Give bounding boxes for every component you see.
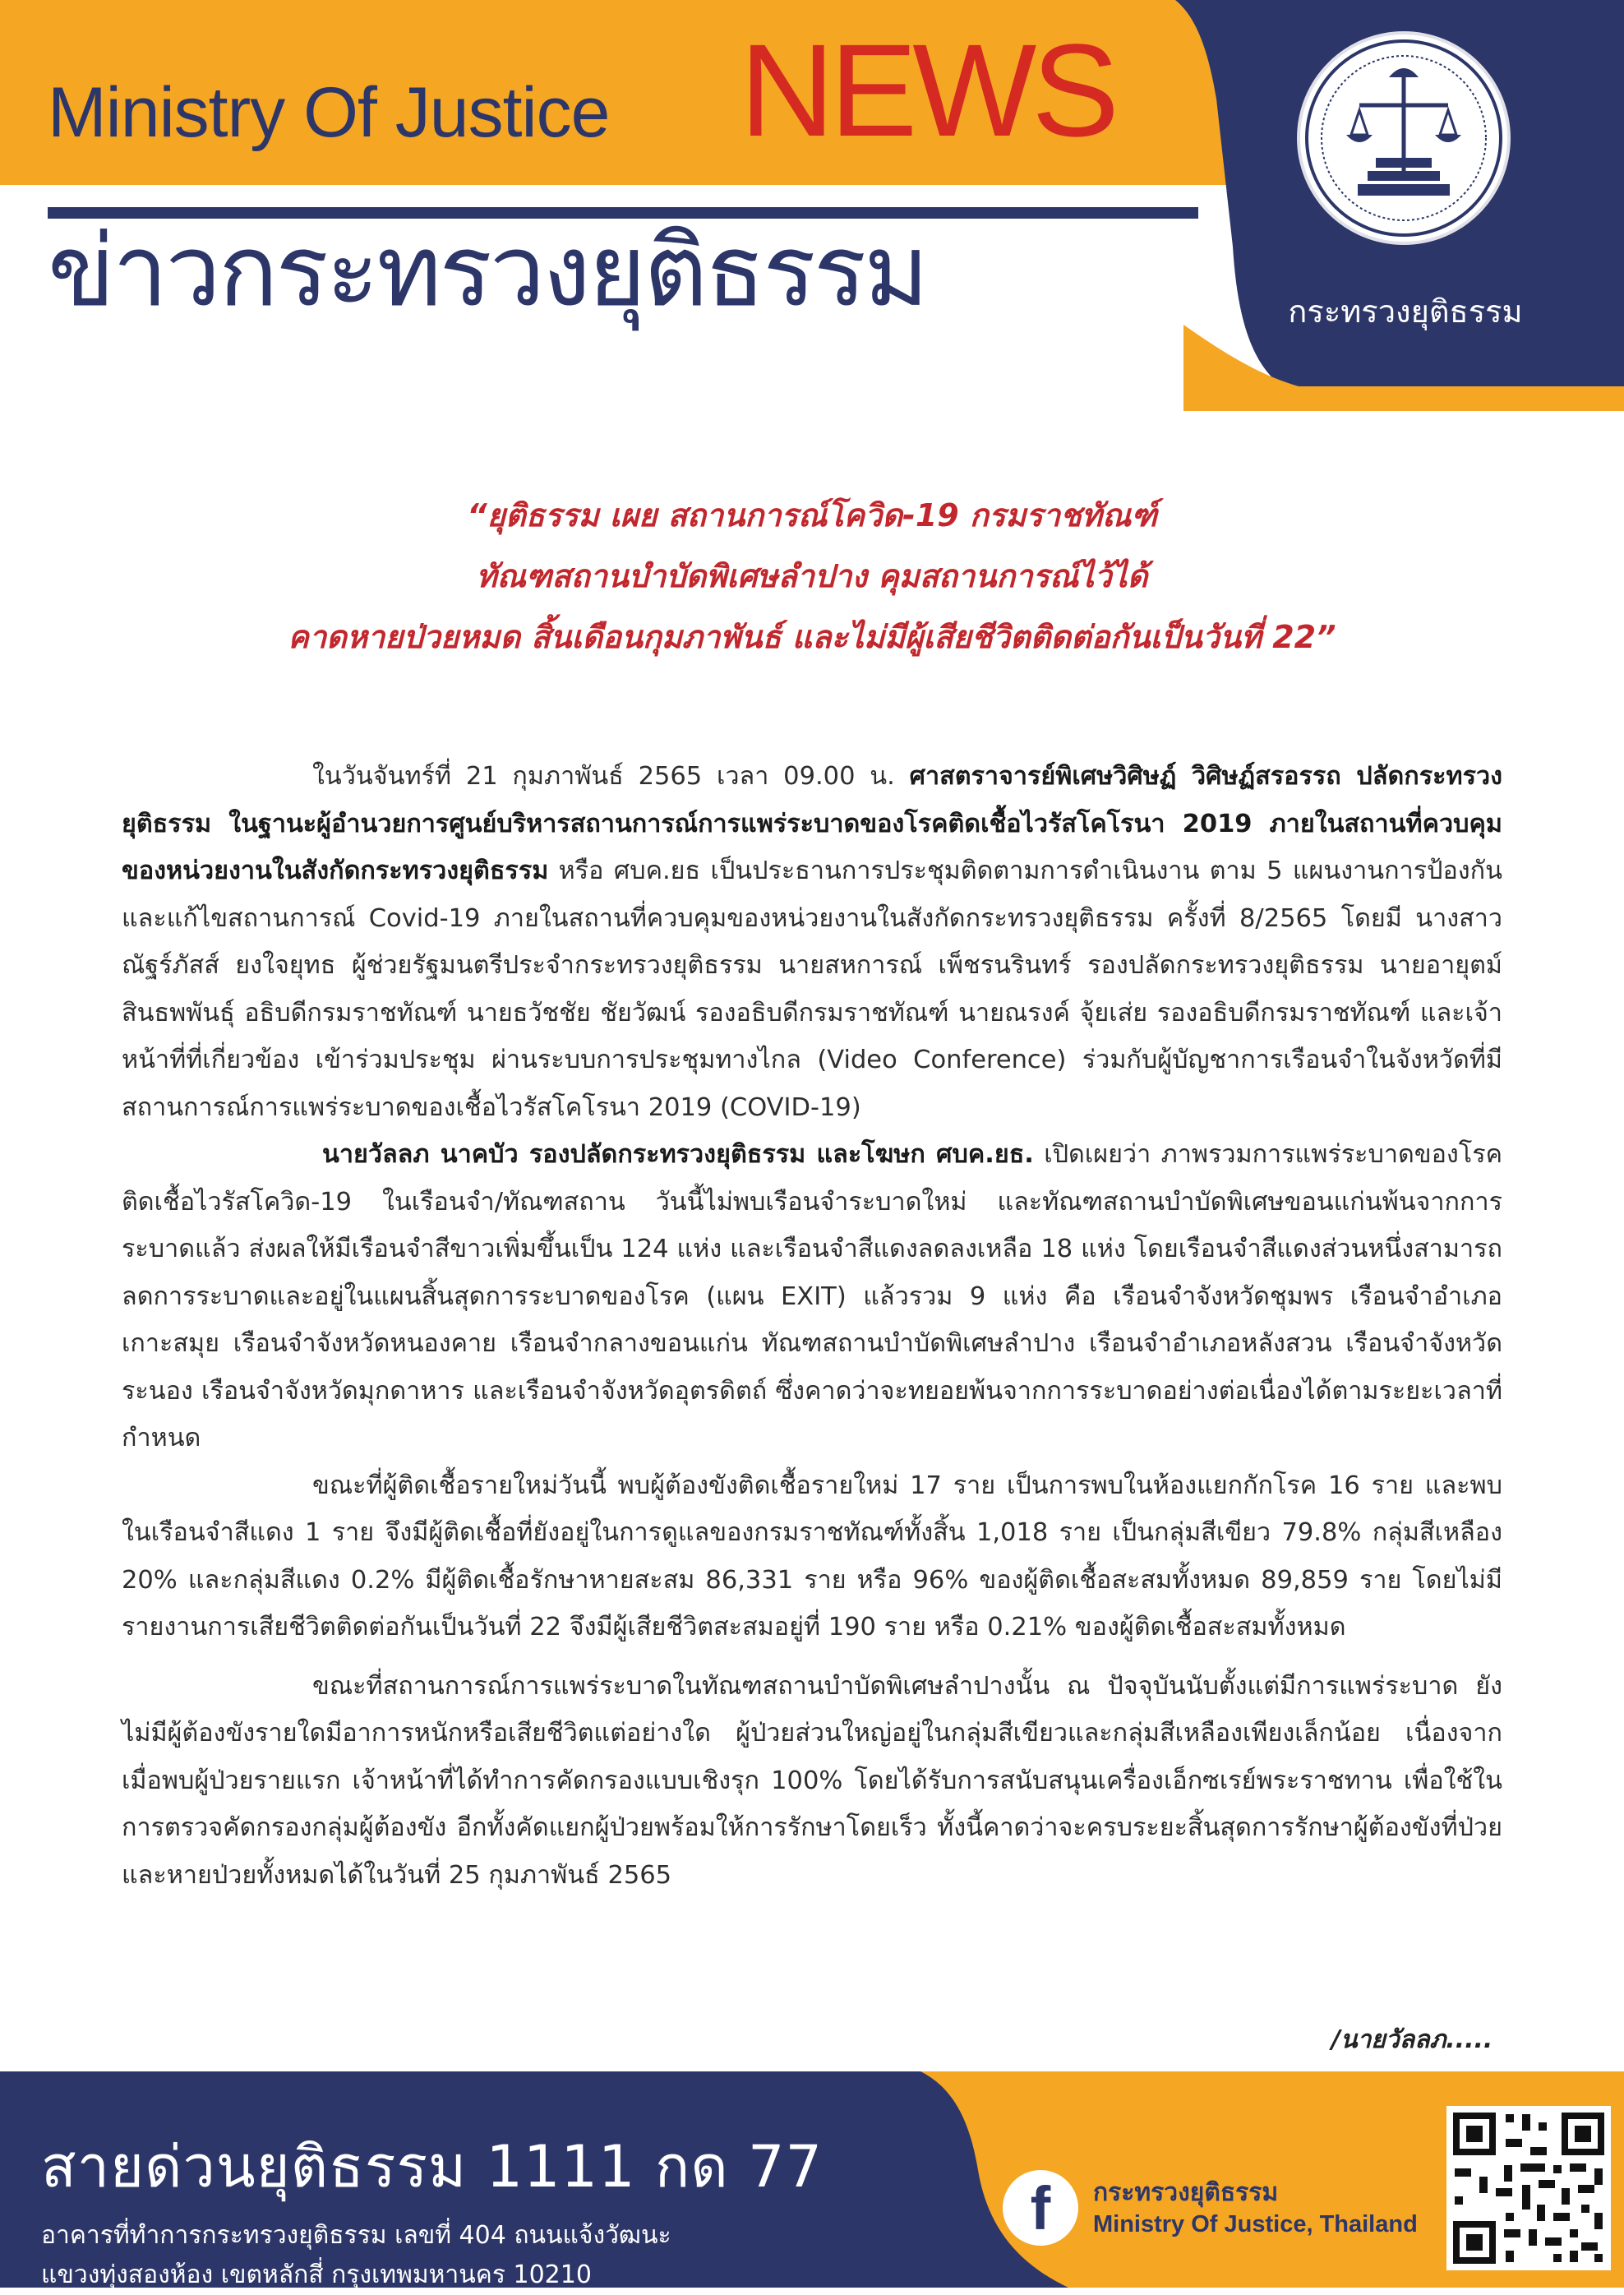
header-title-thai: ข่าวกระทรวงยุติธรรม — [48, 215, 927, 329]
hotline-text: สายด่วนยุติธรรม 1111 กด 77 — [41, 2133, 824, 2200]
news-footer — [0, 2071, 1624, 2288]
headline — [164, 485, 1460, 667]
paragraph-2-rest: เปิดเผยว่า ภาพรวมการแพร่ระบาดของโรคติดเชื้อไวรัสโควิด-19 ในเรือนจำ/ทัณฑสถาน วันนี้ไม่พบเรือนจำระบาดใหม่ และทัณฑสถานบำบัดพิเศษขอนแก่นพ้นจากการระบาดแล้ว ส่งผลให้มีเรือนจำสีขาวเพิ่มขึ้นเป็น 124 แห่ง และเรือนจำสีแดงลดลงเหลือ 18 แห่ง โดยเรือนจำสีแดงส่วนหนึ่งสามารถลดการระบาดและอยู่ในแผนสิ้นสุดการระบาดของโรค (แผน EXIT) แล้วรวม 9 แห่ง คือ เรือนจำจังหวัดชุมพร เรือนจำอำเภอเกาะสมุย เรือนจำจังหวัดหนองคาย เรือนจำกลางขอนแก่น ทัณฑสถานบำบัดพิเศษลำปาง เรือนจำอำเภอหลังสวน เรือนจำจังหวัดระนอง เรือนจำจังหวัดมุกดาหาร และเรือนจำจังหวัดอุตรดิตถ์ ซึ่งคาดว่าจะทยอยพ้นจากการระบาดอย่างต่อเนื่องได้ตามระยะเวลาที่กำหนด — [122, 1140, 1502, 1452]
qr-code-graphic — [1446, 2106, 1611, 2270]
paragraph-2 — [122, 1131, 1502, 1462]
headline-line-2: ทัณฑสถานบำบัดพิเศษลำปาง คุมสถานการณ์ไว้ได้ — [476, 558, 1148, 594]
address-line-2: แขวงทุ่งสองห้อง เขตหลักสี่ กรุงเทพมหานคร 10210 — [41, 2260, 592, 2289]
scales-of-justice-icon — [1300, 35, 1507, 242]
facebook-glyph: f — [1030, 2174, 1051, 2242]
paragraph-1-rest: หรือ ศบค.ยธ เป็นประธานการประชุมติดตามการดำเนินงาน ตาม 5 แผนงานการป้องกันและแก้ไขสถานการณ์ Covid-19 ภายในสถานที่ควบคุมของหน่วยงานในสังกัดกระทรวงยุติธรรม ครั้งที่ 8/2565 โดยมี นางสาวณัฐร์ภัสส์ ยงใจยุทธ ผู้ช่วยรัฐมนตรีประจำกระทรวงยุติธรรม นายสหการณ์ เพ็ชรนรินทร์ รองปลัดกระทรวงยุติธรรม นายอายุตม์ สินธพพันธุ์ อธิบดีกรมราชทัณฑ์ นายธวัชชัย ชัยวัฒน์ รองอธิบดีกรมราชทัณฑ์ นายณรงค์ จุ้ยเส่ย รองอธิบดีกรมราชทัณฑ์ และเจ้าหน้าที่ที่เกี่ยวข้อง เข้าร่วมประชุม ผ่านระบบการประชุมทางไกล (Video Conference) ร่วมกับผู้บัญชาการเรือนจำในจังหวัดที่มีสถานการณ์การแพร่ระบาดของเชื้อไวรัสโคโรนา 2019 (COVID-19) — [122, 857, 1502, 1122]
address-line-1: อาคารที่ทำการกระทรวงยุติธรรม เลขที่ 404 ถนนแจ้งวัฒนะ — [41, 2221, 671, 2250]
header-title-en: Ministry Of Justice — [48, 73, 610, 152]
seal-label: กระทรวงยุติธรรม — [1288, 293, 1523, 330]
continued-marker: /นายวัลลภ..... — [1331, 2025, 1493, 2054]
article-body — [122, 753, 1502, 1899]
paragraph-1 — [122, 753, 1502, 1131]
headline-line-1: “ยุติธรรม เผย สถานการณ์โควิด-19 กรมราชทัณฑ์ — [467, 497, 1157, 533]
paragraph-4: ขณะที่สถานการณ์การแพร่ระบาดในทัณฑสถานบำบัดพิเศษลำปางนั้น ณ ปัจจุบันนับตั้งแต่มีการแพร่ระบาด ยังไม่มีผู้ต้องขังรายใดมีอาการหนักหรือเสียชีวิตแต่อย่างใด ผู้ป่วยส่วนใหญ่อยู่ในกลุ่มสีเขียวและกลุ่มสีเหลืองเพียงเล็กน้อย เนื่องจากเมื่อพบผู้ป่วยรายแรก เจ้าหน้าที่ได้ทำการคัดกรองแบบเชิงรุก 100% โดยได้รับการสนับสนุนเครื่องเอ็กซเรย์พระราชทาน เพื่อใช้ในการตรวจคัดกรองกลุ่มผู้ต้องขัง อีกทั้งคัดแยกผู้ป่วยพร้อมให้การรักษาโดยเร็ว ทั้งนี้คาดว่าจะครบระยะสิ้นสุดการรักษาผู้ต้องขังที่ป่วยและหายป่วยทั้งหมดได้ในวันที่ 25 กุมภาพันธ์ 2565 — [122, 1671, 1502, 1890]
paragraph-1-bold: ศาสตราจารย์พิเศษวิศิษฏ์ วิศิษฏ์สรอรรถ ปลัดกระทรวงยุติธรรม ในฐานะผู้อำนวยการศูนย์บริหารสถานการณ์การแพร่ระบาดของโรคติดเชื้อไวรัสโคโรนา 2019 ภายในสถานที่ควบคุมของหน่วยงานในสังกัดกระทรวงยุติธรรม — [122, 762, 1502, 885]
facebook-page-name-en[interactable]: Ministry Of Justice, Thailand — [1093, 2211, 1418, 2237]
news-header — [0, 0, 1624, 411]
qr-code-icon[interactable] — [1446, 2106, 1611, 2270]
address — [41, 2216, 671, 2295]
paragraph-1-intro: ในวันจันทร์ที่ 21 กุมภาพันธ์ 2565 เวลา 09.00 น. — [312, 762, 910, 791]
facebook-icon[interactable] — [1003, 2170, 1078, 2246]
paragraph-3: ขณะที่ผู้ติดเชื้อรายใหม่วันนี้ พบผู้ต้องขังติดเชื้อรายใหม่ 17 ราย เป็นการพบในห้องแยกกักโรค 16 ราย และพบในเรือนจำสีแดง 1 ราย จึงมีผู้ติดเชื้อที่ยังอยู่ในการดูแลของกรมราชทัณฑ์ทั้งสิ้น 1,018 ราย เป็นกลุ่มสีเขียว 79.8% กลุ่มสีเหลือง 20% และกลุ่มสีแดง 0.2% มีผู้ติดเชื้อรักษาหายสะสม 86,331 ราย หรือ 96% ของผู้ติดเชื้อสะสมทั้งหมด 89,859 ราย โดยไม่มีรายงานการเสียชีวิตติดต่อกันเป็นวันที่ 22 จึงมีผู้เสียชีวิตสะสมอยู่ที่ 190 ราย หรือ 0.21% ของผู้ติดเชื้อสะสมทั้งหมด — [122, 1471, 1502, 1642]
ministry-seal-logo — [1300, 35, 1507, 242]
paragraph-2-bold: นายวัลลภ นาคบัว รองปลัดกระทรวงยุติธรรม และโฆษก ศบค.ยธ. — [322, 1140, 1034, 1169]
header-news-word: NEWS — [740, 16, 1114, 164]
facebook-page-name-thai[interactable]: กระทรวงยุติธรรม — [1093, 2178, 1279, 2207]
headline-line-3: คาดหายป่วยหมด สิ้นเดือนกุมภาพันธ์ และไม่มีผู้เสียชีวิตติดต่อกันเป็นวันที่ 22” — [288, 619, 1336, 655]
